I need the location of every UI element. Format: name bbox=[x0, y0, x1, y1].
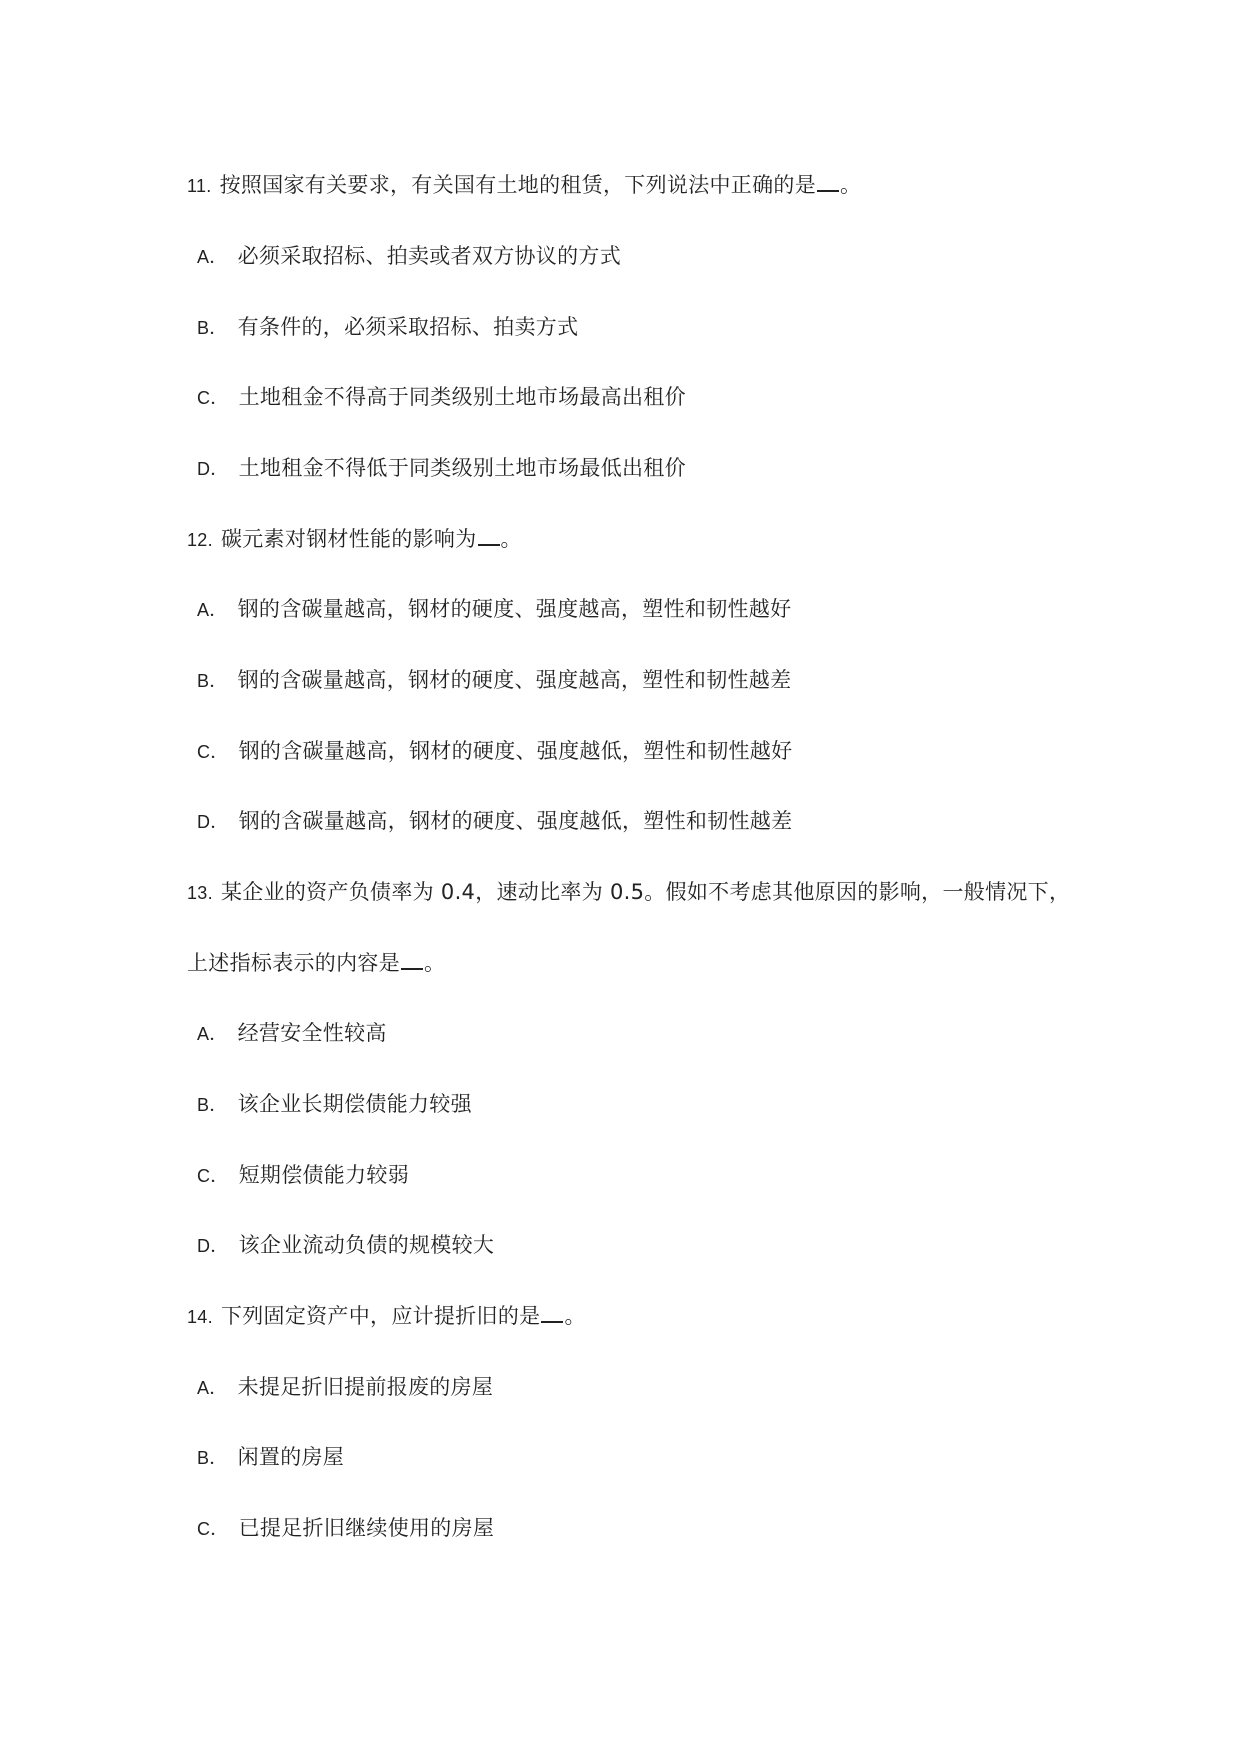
option-text: 短期偿债能力较弱 bbox=[238, 1163, 410, 1187]
question-text-end: 。 bbox=[424, 951, 446, 975]
option-key: C． bbox=[197, 742, 229, 762]
question-text-end: 。 bbox=[564, 1304, 586, 1328]
question-11-option-d bbox=[197, 454, 686, 483]
option-text: 未提足折旧提前报废的房屋 bbox=[237, 1375, 494, 1399]
question-11-option-b bbox=[197, 313, 578, 342]
answer-blank bbox=[401, 950, 423, 970]
option-text: 已提足折旧继续使用的房屋 bbox=[238, 1516, 495, 1540]
question-12-stem bbox=[187, 525, 522, 554]
option-text: 土地租金不得低于同类级别土地市场最低出租价 bbox=[238, 456, 686, 480]
option-key: D． bbox=[197, 459, 229, 479]
question-text: 下列固定资产中，应计提折旧的是 bbox=[220, 1304, 541, 1328]
question-text: 按照国家有关要求，有关国有土地的租赁，下列说法中正确的是 bbox=[219, 173, 816, 197]
question-text-end: 。 bbox=[500, 527, 522, 551]
option-text: 该企业长期偿债能力较强 bbox=[237, 1092, 472, 1116]
option-text: 有条件的，必须采取招标、拍卖方式 bbox=[237, 315, 579, 339]
question-text-end: 。 bbox=[840, 173, 862, 197]
answer-blank bbox=[478, 526, 500, 546]
question-text: 某企业的资产负债率为 0.4，速动比率为 0.5。假如不考虑其他原因的影响，一般情况下， bbox=[220, 880, 1071, 904]
option-text: 经营安全性较高 bbox=[237, 1021, 387, 1045]
question-13-option-b bbox=[197, 1090, 472, 1119]
option-key: A． bbox=[197, 247, 228, 267]
question-12-option-d bbox=[197, 807, 792, 836]
option-key: A． bbox=[197, 600, 228, 620]
question-13-stem-continued bbox=[187, 949, 445, 977]
option-key: D． bbox=[197, 1236, 229, 1256]
question-14-option-a bbox=[197, 1373, 493, 1402]
question-number: 14. bbox=[187, 1307, 213, 1327]
option-text: 钢的含碳量越高，钢材的硬度、强度越低，塑性和韧性越差 bbox=[238, 809, 793, 833]
option-key: B． bbox=[197, 1095, 228, 1115]
question-number: 12. bbox=[187, 530, 213, 550]
option-key: B． bbox=[197, 1448, 228, 1468]
option-text: 闲置的房屋 bbox=[237, 1445, 345, 1469]
option-key: A． bbox=[197, 1024, 228, 1044]
question-14-stem bbox=[187, 1302, 586, 1331]
option-key: B． bbox=[197, 671, 228, 691]
question-13-option-a bbox=[197, 1019, 387, 1048]
question-13-option-c bbox=[197, 1161, 409, 1190]
option-text: 必须采取招标、拍卖或者双方协议的方式 bbox=[237, 244, 622, 268]
option-text: 该企业流动负债的规模较大 bbox=[238, 1233, 495, 1257]
option-text: 钢的含碳量越高，钢材的硬度、强度越低，塑性和韧性越好 bbox=[238, 739, 793, 763]
question-12-option-c bbox=[197, 737, 792, 766]
option-text: 土地租金不得高于同类级别土地市场最高出租价 bbox=[238, 385, 686, 409]
question-14-option-c bbox=[197, 1514, 494, 1543]
option-key: B． bbox=[197, 318, 228, 338]
option-key: C． bbox=[197, 388, 229, 408]
question-12-option-b bbox=[197, 666, 791, 695]
question-number: 13. bbox=[187, 883, 213, 903]
question-text: 上述指标表示的内容是 bbox=[187, 951, 400, 975]
answer-blank bbox=[541, 1303, 563, 1323]
option-key: D． bbox=[197, 812, 229, 832]
question-number: 11. bbox=[187, 176, 212, 196]
question-12-option-a bbox=[197, 595, 791, 624]
question-text: 碳元素对钢材性能的影响为 bbox=[220, 527, 477, 551]
question-11-option-c bbox=[197, 383, 686, 412]
question-13-option-d bbox=[197, 1231, 494, 1260]
question-14-option-b bbox=[197, 1443, 344, 1472]
question-11-stem bbox=[187, 171, 861, 200]
option-key: C． bbox=[197, 1166, 229, 1186]
question-11-option-a bbox=[197, 242, 621, 271]
option-key: C． bbox=[197, 1519, 229, 1539]
answer-blank bbox=[817, 172, 839, 192]
option-text: 钢的含碳量越高，钢材的硬度、强度越高，塑性和韧性越差 bbox=[237, 668, 792, 692]
option-text: 钢的含碳量越高，钢材的硬度、强度越高，塑性和韧性越好 bbox=[237, 597, 792, 621]
option-key: A． bbox=[197, 1378, 228, 1398]
question-13-stem bbox=[187, 878, 1070, 907]
